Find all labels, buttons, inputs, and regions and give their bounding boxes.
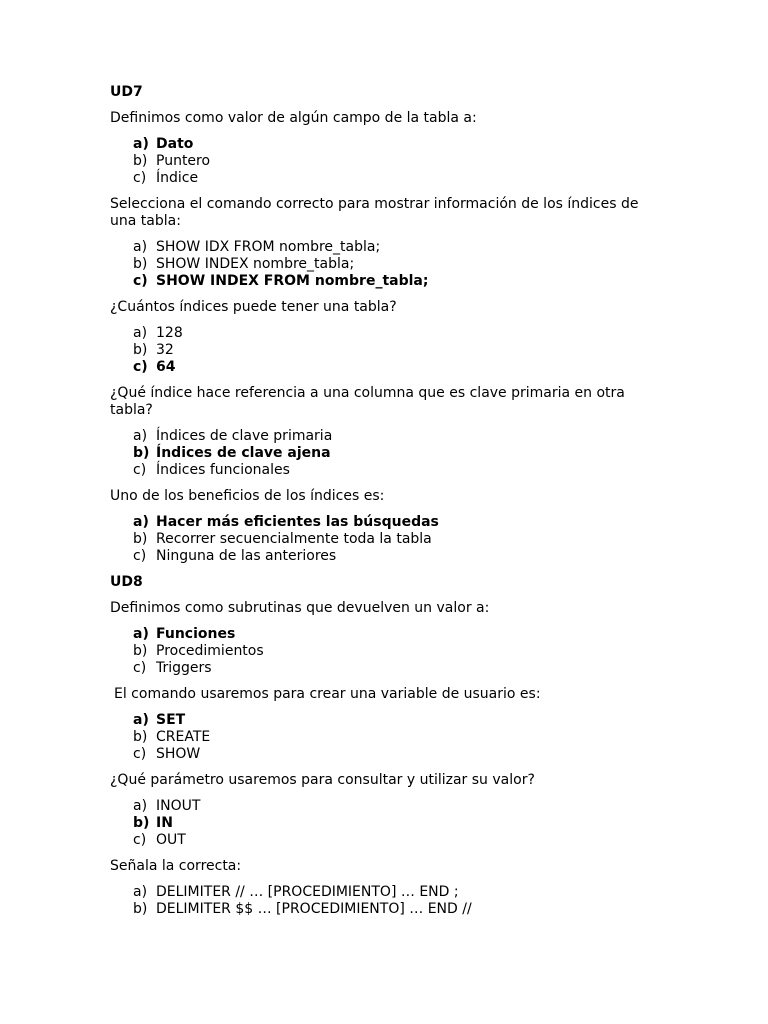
question-text: El comando usaremos para crear una variable de usuario es: — [114, 686, 541, 702]
question-block — [110, 858, 655, 918]
options-list — [110, 514, 655, 565]
question-block — [110, 110, 655, 187]
option-a — [133, 626, 655, 643]
option-text: SHOW — [156, 746, 201, 762]
options-list — [110, 428, 655, 479]
section-ud7 — [110, 84, 655, 565]
option-text: Índices de clave primaria — [156, 428, 333, 444]
option-letter: b) — [133, 445, 150, 461]
option-letter: c) — [133, 359, 148, 375]
option-c — [133, 746, 655, 763]
option-text: Procedimientos — [156, 643, 264, 659]
option-text: Índices funcionales — [156, 462, 290, 478]
options-list — [110, 325, 655, 376]
option-a — [133, 239, 655, 256]
option-letter: a) — [133, 884, 148, 900]
option-text: Funciones — [156, 626, 236, 642]
option-text: 32 — [156, 342, 174, 358]
question-block — [110, 772, 655, 849]
question-block — [110, 686, 655, 763]
option-letter: b) — [133, 342, 148, 358]
option-text: CREATE — [156, 729, 211, 745]
option-text: Hacer más eficientes las búsquedas — [156, 514, 439, 530]
option-text: DELIMITER // … [PROCEDIMIENTO] … END ; — [156, 884, 459, 900]
question-block — [110, 488, 655, 565]
option-b — [133, 445, 655, 462]
option-a — [133, 884, 655, 901]
options-list — [110, 798, 655, 849]
option-text: SHOW INDEX nombre_tabla; — [156, 256, 355, 272]
option-letter: a) — [133, 325, 148, 341]
option-letter: b) — [133, 531, 148, 547]
option-letter: a) — [133, 514, 149, 530]
option-text: OUT — [156, 832, 186, 848]
option-a — [133, 325, 655, 342]
option-text: Dato — [156, 136, 194, 152]
option-b — [133, 901, 655, 918]
option-text: IN — [156, 815, 173, 831]
option-letter: b) — [133, 643, 148, 659]
option-a — [133, 514, 655, 531]
option-letter: a) — [133, 428, 148, 444]
option-text: DELIMITER $$ … [PROCEDIMIENTO] … END // — [156, 901, 472, 917]
question-text: ¿Qué índice hace referencia a una columna que es clave primaria en otra tabla? — [110, 385, 625, 418]
option-b — [133, 153, 655, 170]
option-text: Puntero — [156, 153, 211, 169]
option-b — [133, 256, 655, 273]
option-letter: c) — [133, 548, 147, 564]
question-text: ¿Cuántos índices puede tener una tabla? — [110, 299, 397, 315]
option-c — [133, 832, 655, 849]
section-heading: UD7 — [110, 84, 143, 100]
option-letter: b) — [133, 729, 148, 745]
option-a — [133, 712, 655, 729]
option-text: 128 — [156, 325, 183, 341]
option-text: Triggers — [156, 660, 212, 676]
option-c — [133, 462, 655, 479]
options-list — [110, 239, 655, 290]
option-text: Ninguna de las anteriores — [156, 548, 337, 564]
option-letter: b) — [133, 815, 150, 831]
options-list — [110, 712, 655, 763]
option-letter: c) — [133, 273, 148, 289]
question-text: Definimos como valor de algún campo de la tabla a: — [110, 110, 477, 126]
option-b — [133, 531, 655, 548]
option-letter: b) — [133, 153, 148, 169]
options-list — [110, 136, 655, 187]
options-list — [110, 884, 655, 918]
options-list — [110, 626, 655, 677]
option-c — [133, 359, 655, 376]
option-b — [133, 342, 655, 359]
option-b — [133, 643, 655, 660]
question-block — [110, 299, 655, 376]
option-text: 64 — [156, 359, 176, 375]
option-letter: c) — [133, 832, 147, 848]
question-text: ¿Qué parámetro usaremos para consultar y utilizar su valor? — [110, 772, 535, 788]
question-text: Definimos como subrutinas que devuelven un valor a: — [110, 600, 490, 616]
option-a — [133, 136, 655, 153]
question-text: Selecciona el comando correcto para mostrar información de los índices de una tabla: — [110, 196, 639, 229]
question-block — [110, 600, 655, 677]
option-letter: b) — [133, 901, 148, 917]
question-block — [110, 385, 655, 479]
document-page — [110, 84, 655, 927]
section-heading: UD8 — [110, 574, 143, 590]
option-a — [133, 428, 655, 445]
option-b — [133, 815, 655, 832]
question-text: Uno de los beneficios de los índices es: — [110, 488, 385, 504]
option-letter: a) — [133, 798, 148, 814]
option-text: Índices de clave ajena — [156, 445, 331, 461]
option-letter: a) — [133, 712, 149, 728]
option-b — [133, 729, 655, 746]
option-c — [133, 170, 655, 187]
option-letter: c) — [133, 746, 147, 762]
option-text: SHOW INDEX FROM nombre_tabla; — [156, 273, 429, 289]
option-letter: c) — [133, 660, 147, 676]
option-text: Recorrer secuencialmente toda la tabla — [156, 531, 432, 547]
option-letter: a) — [133, 136, 149, 152]
option-text: SET — [156, 712, 186, 728]
option-a — [133, 798, 655, 815]
option-c — [133, 273, 655, 290]
question-block — [110, 196, 655, 290]
option-text: SHOW IDX FROM nombre_tabla; — [156, 239, 381, 255]
option-letter: b) — [133, 256, 148, 272]
option-c — [133, 548, 655, 565]
option-letter: a) — [133, 239, 148, 255]
option-letter: c) — [133, 170, 147, 186]
option-letter: a) — [133, 626, 149, 642]
section-ud8 — [110, 574, 655, 918]
option-letter: c) — [133, 462, 147, 478]
option-c — [133, 660, 655, 677]
option-text: Índice — [156, 170, 199, 186]
option-text: INOUT — [156, 798, 201, 814]
question-text: Señala la correcta: — [110, 858, 242, 874]
